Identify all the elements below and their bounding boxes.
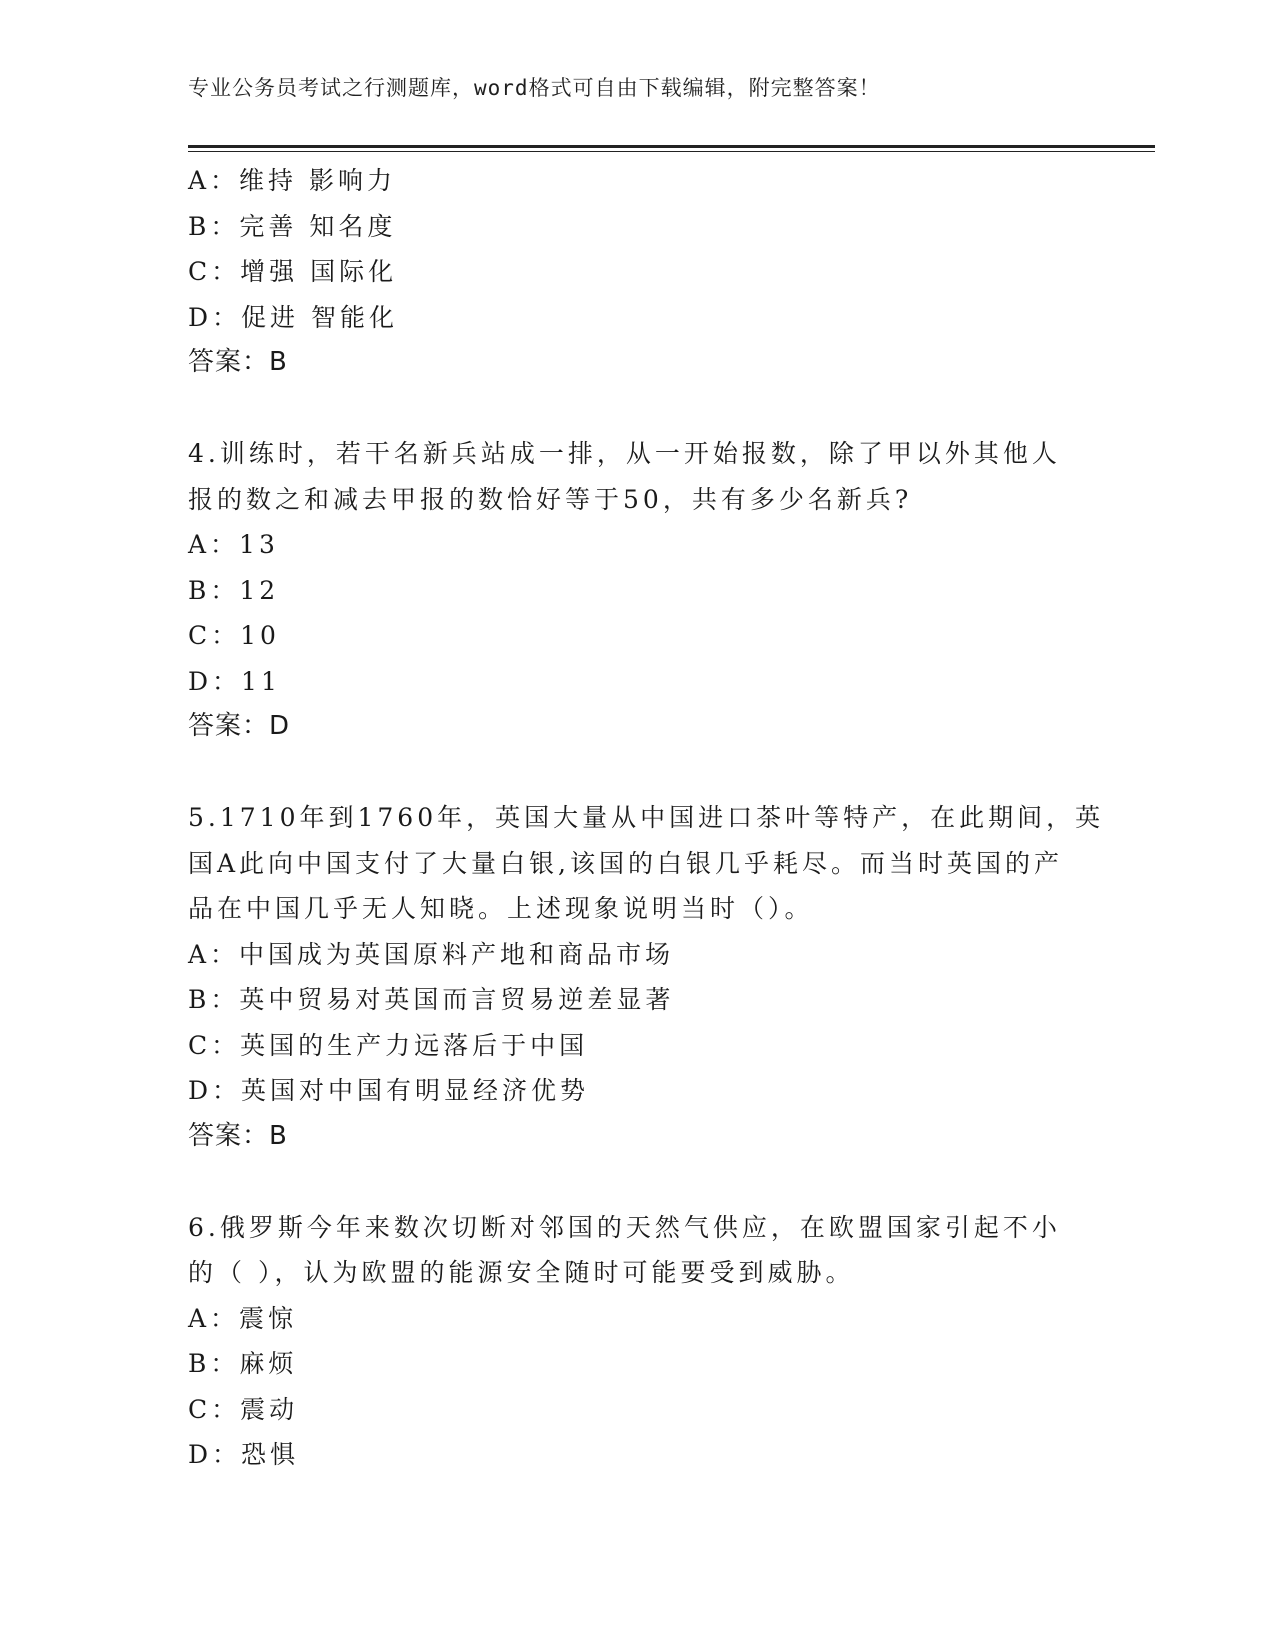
header-rule-thin (188, 151, 1155, 152)
option-c: C：英国的生产力远落后于中国 (188, 1030, 589, 1060)
option-c: C：10 (188, 621, 280, 650)
page-header: 专业公务员考试之行测题库，word格式可自由下载编辑，附完整答案！ (188, 76, 881, 100)
question-stem: 5.1710年到1760年，英国大量从中国进口茶叶等特产，在此期间，英 (188, 803, 1105, 832)
option-b: B：12 (188, 575, 280, 605)
option-b: B：英中贸易对英国而言贸易逆差显著 (188, 985, 675, 1014)
answer: 答案：B (188, 347, 288, 377)
option-c: C：震动 (188, 1394, 299, 1424)
option-d: D：恐惧 (188, 1440, 300, 1469)
question-5 (188, 795, 1105, 1159)
answer: 答案：B (188, 1120, 288, 1151)
option-b: B：麻烦 (188, 1349, 298, 1378)
question-stem: 4.训练时，若干名新兵站成一排，从一开始报数，除了甲以外其他人 (188, 439, 1061, 468)
question-content (188, 158, 1105, 1478)
option-a: A：维持 影响力 (188, 166, 397, 195)
option-d: D：促进 智能化 (188, 302, 398, 332)
question-stem: 的（ ），认为欧盟的能源安全随时可能要受到威胁。 (188, 1258, 855, 1287)
option-d: D：11 (188, 666, 281, 696)
header-rule (188, 145, 1155, 148)
question-4 (188, 431, 1088, 750)
option-b: B：完善 知名度 (188, 211, 397, 241)
answer: 答案：D (188, 711, 291, 741)
question-stem: 国A此向中国支付了大量白银,该国的白银几乎耗尽。而当时英国的产 (188, 848, 1064, 878)
option-a: A：中国成为英国原料产地和商品市场 (188, 939, 675, 969)
question-stem: 6.俄罗斯今年来数次切断对邻国的天然气供应，在欧盟国家引起不小 (188, 1212, 1061, 1242)
question-6 (188, 1205, 1088, 1478)
option-a: A：震惊 (188, 1303, 298, 1333)
prev-question (188, 158, 1088, 386)
question-stem: 报的数之和减去甲报的数恰好等于50，共有多少名新兵? (188, 484, 913, 514)
option-d: D：英国对中国有明显经济优势 (188, 1076, 590, 1105)
option-c: C：增强 国际化 (188, 257, 398, 286)
option-a: A：13 (188, 530, 279, 559)
question-stem: 品在中国几乎无人知晓。上述现象说明当时（）。 (188, 894, 814, 923)
